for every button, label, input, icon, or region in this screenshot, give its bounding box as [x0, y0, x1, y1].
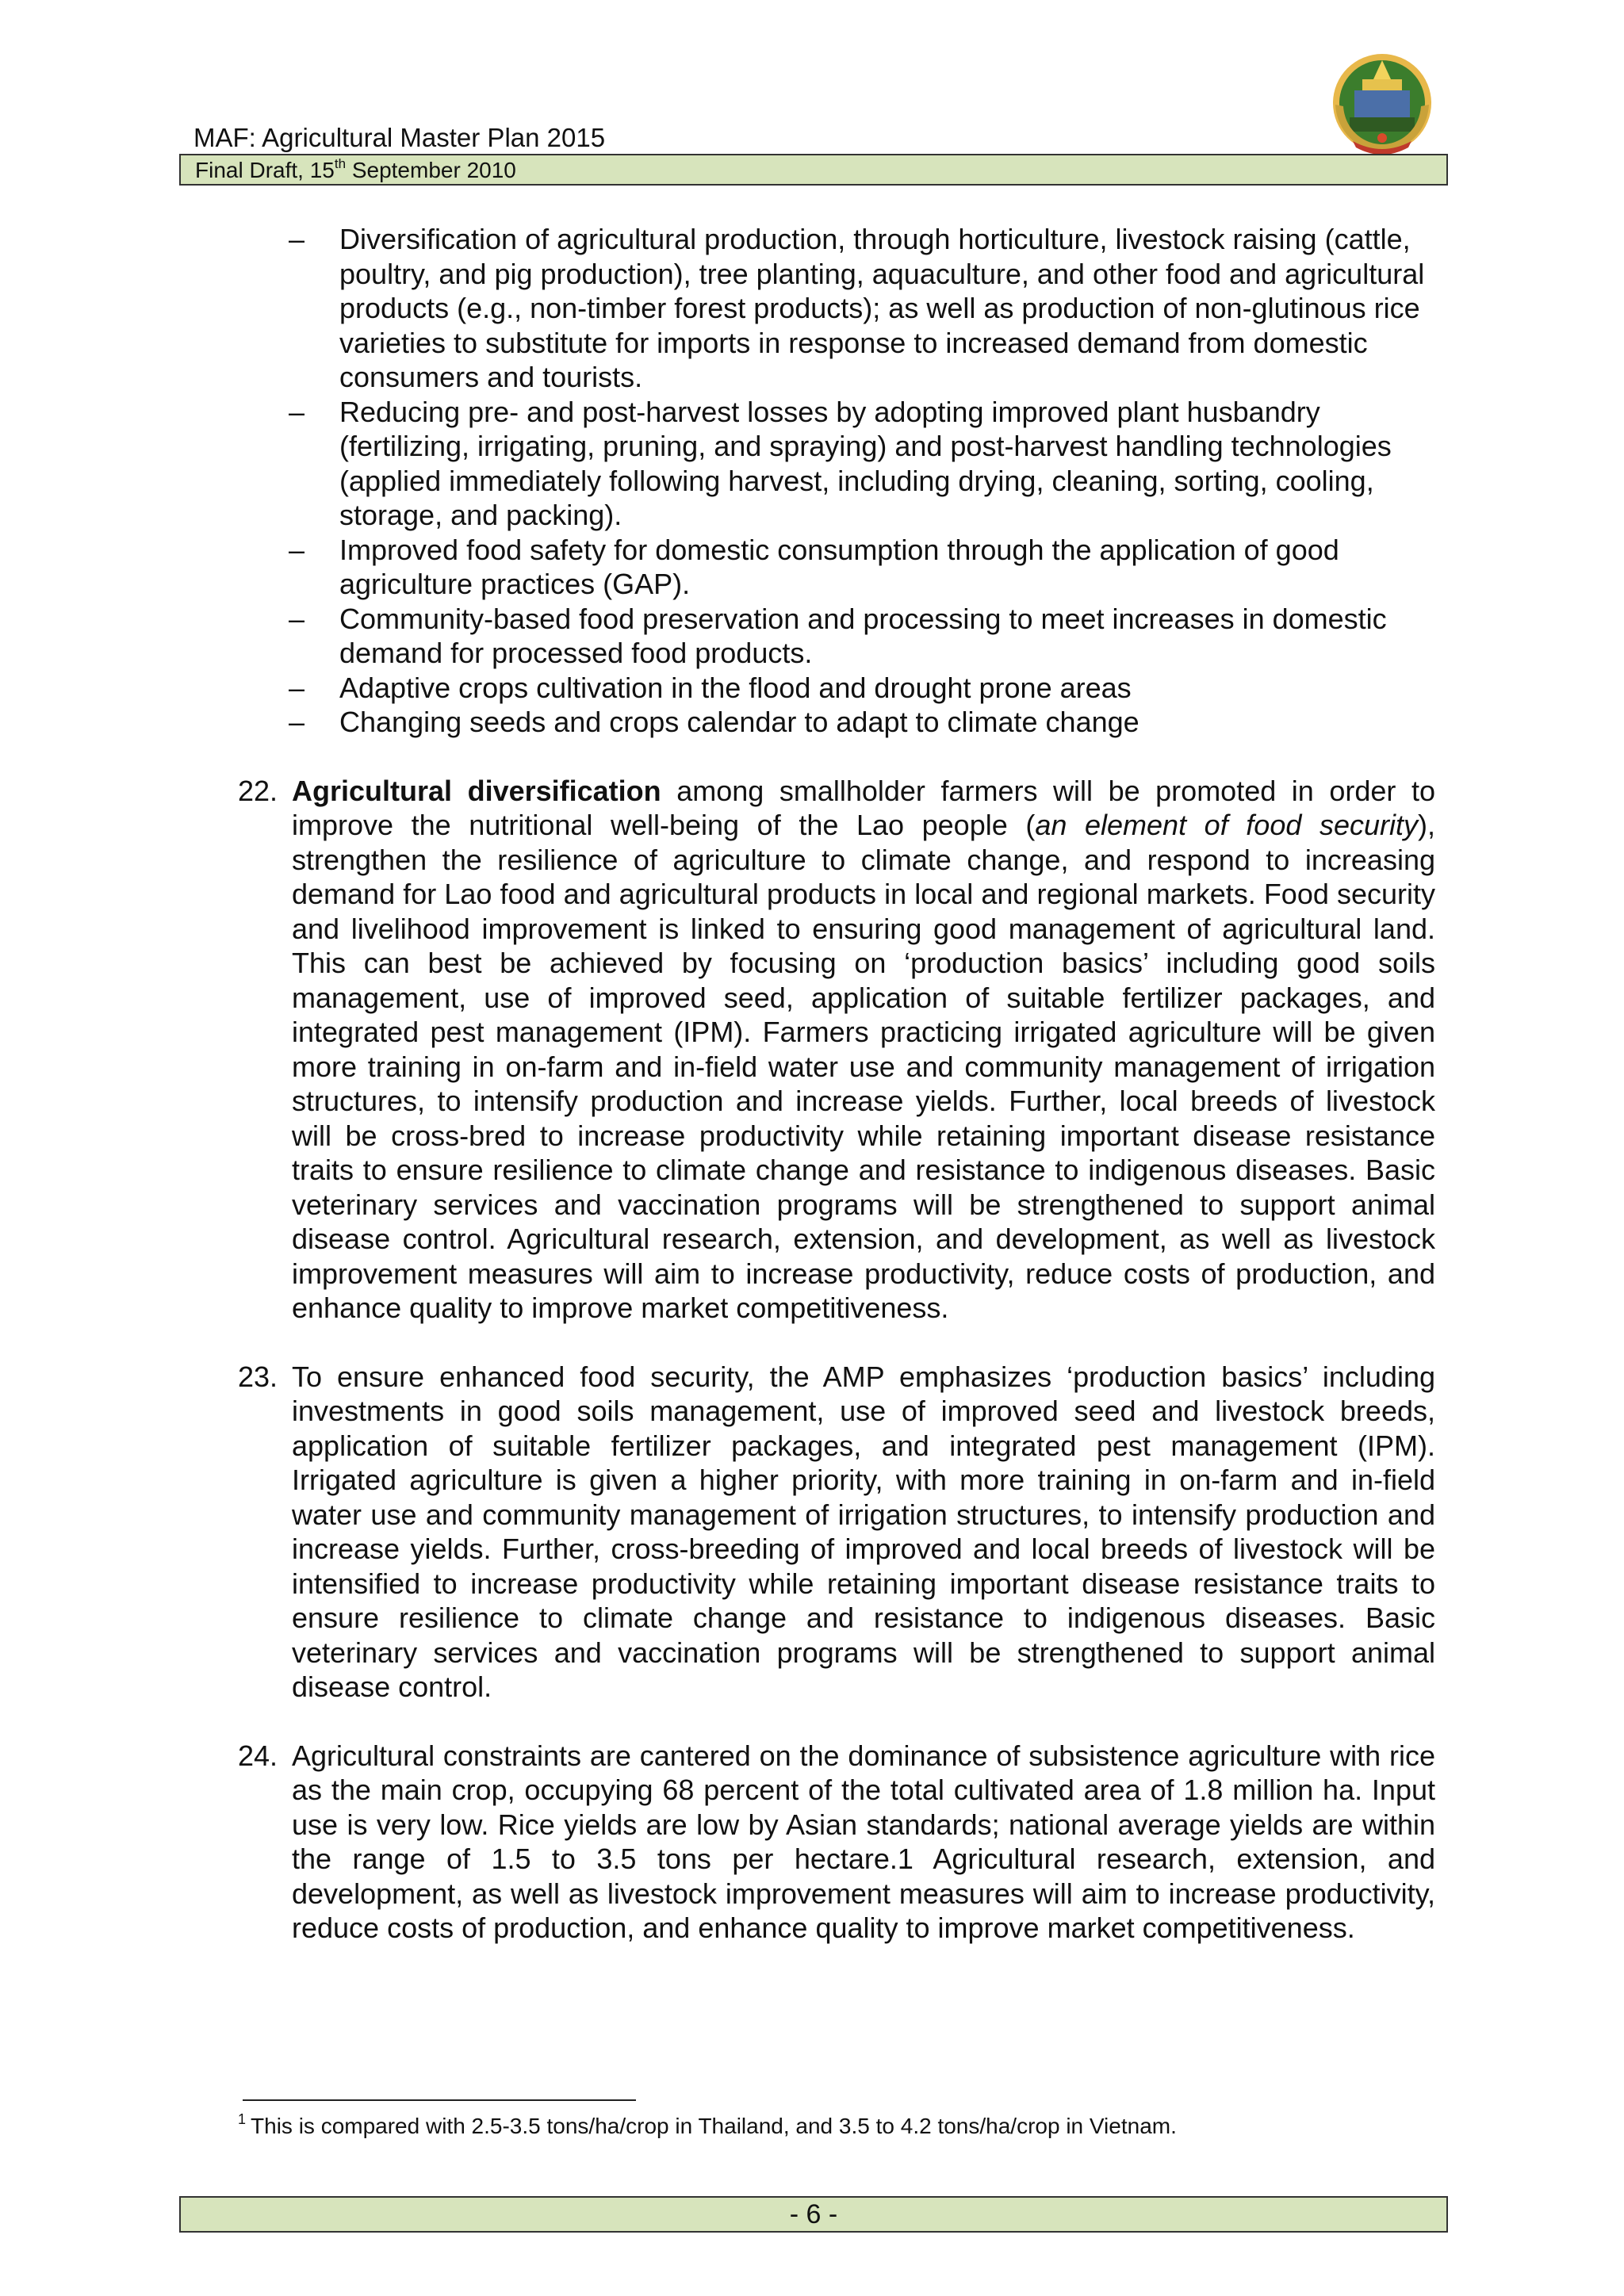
paragraph-number: 24. [238, 1739, 278, 1772]
bullet-dash: – [289, 706, 305, 738]
paragraph-text: To ensure enhanced food security, the AMP emphasizes ‘production basics’ including investments in good soils management, use of improved seed and livestock breeds, application of suitable fertilizer packages, and integrated pest management (IPM). Irrigated agriculture is given a higher priority, with more training in on-farm and in-field water use and community management of irrigation structures, to intensify production and increase yields. Further, cross-breeding of improved and local breeds of livestock will be intensified to increase productivity while retaining important disease resistance traits to ensure resilience to climate change and resistance to indigenous diseases. Basic veterinary services and vaccination programs will be strengthened to support animal disease control. [292, 1360, 1435, 1703]
paragraph-22 [238, 774, 1435, 1326]
paragraph-italic: an element of food security [1035, 809, 1419, 841]
list-item-text: Improved food safety for domestic consumption through the application of good agriculture practices (GAP). [339, 533, 1339, 600]
paragraph-24 [238, 1739, 1435, 1946]
bullet-dash: – [289, 533, 305, 566]
list-item [238, 395, 1435, 533]
paragraph-number: 23. [238, 1360, 278, 1393]
footnote-separator [243, 2099, 636, 2101]
list-item [238, 671, 1435, 706]
footnote-marker: 1 [238, 2111, 247, 2127]
footnote [238, 2112, 1177, 2141]
list-item-text: Adaptive crops cultivation in the flood and drought prone areas [339, 671, 1132, 704]
bullet-dash: – [289, 671, 305, 704]
paragraph-23 [238, 1360, 1435, 1705]
national-emblem-icon [1326, 41, 1438, 159]
list-item [238, 602, 1435, 671]
bullet-list [238, 222, 1435, 740]
list-item-text: Changing seeds and crops calendar to adapt to climate change [339, 706, 1139, 738]
list-item [238, 705, 1435, 740]
footnote-text: This is compared with 2.5-3.5 tons/ha/crop in Thailand, and 3.5 to 4.2 tons/ha/crop in Vietnam. [251, 2114, 1177, 2138]
page-body [238, 222, 1435, 1974]
list-item [238, 222, 1435, 395]
page-number: - 6 - [789, 2199, 838, 2229]
list-item-text: Reducing pre- and post-harvest losses by adopting improved plant husbandry (fertilizing, irrigating, pruning, and spraying) and post-harvest handling technologies (applied immediately following harvest, including drying, cleaning, sorting, cooling, storage, and packing). [339, 395, 1392, 531]
paragraph-text: among smallholder farmers will be promoted in order to improve the nutritional well-being of the Lao people ( [292, 774, 1435, 841]
paragraph-text: ), strengthen the resilience of agriculture to climate change, and respond to increasing demand for Lao food and agricultural products in local and regional markets. Food security and livelihood improvement is linked to ensuring good management of agricultural land. This can best be achieved by focusing on ‘production basics’ including good soils management, use of improved seed, application of suitable fertilizer packages, and integrated pest management (IPM). Farmers practicing irrigated agriculture will be given more training in on-farm and in-field water use and community management of irrigation structures, to intensify production and increase yields. Further, local breeds of livestock will be cross-bred to increase productivity while retaining important disease resistance traits to ensure resilience to climate change and resistance to indigenous diseases. Basic veterinary services and vaccination programs will be strengthened to support animal disease control. Agricultural research, extension, and development, as well as livestock improvement measures will aim to increase productivity, reduce costs of production, and enhance quality to improve market competitiveness. [292, 809, 1436, 1324]
paragraph-number: 22. [238, 774, 278, 807]
document-title: MAF: Agricultural Master Plan 2015 [193, 123, 606, 152]
header-band [179, 154, 1448, 186]
draft-date: Final Draft, 15th September 2010 [195, 156, 516, 182]
paragraph-bold-lead: Agricultural diversification [292, 774, 661, 807]
footer-band [179, 2196, 1448, 2233]
bullet-dash: – [289, 223, 305, 255]
list-item [238, 533, 1435, 602]
bullet-dash: – [289, 395, 305, 428]
list-item-text: Community-based food preservation and processing to meet increases in domestic demand for processed food products. [339, 602, 1387, 669]
bullet-dash: – [289, 602, 305, 635]
list-item-text: Diversification of agricultural production, through horticulture, livestock raising (cattle, poultry, and pig production), tree planting, aquaculture, and other food and agricultural products (e.g., non-timber forest products); as well as production of non-glutinous rice varieties to substitute for imports in response to increased demand from domestic consumers and tourists. [339, 223, 1425, 393]
paragraph-text: Agricultural constraints are cantered on the dominance of subsistence agriculture with rice as the main crop, occupying 68 percent of the total cultivated area of 1.8 million ha. Input use is very low. Rice yields are low by Asian standards; national average yields are within the range of 1.5 to 3.5 tons per hectare.1 Agricultural research, extension, and development, as well as livestock improvement measures will aim to increase productivity, reduce costs of production, and enhance quality to improve market competitiveness. [292, 1739, 1435, 1944]
